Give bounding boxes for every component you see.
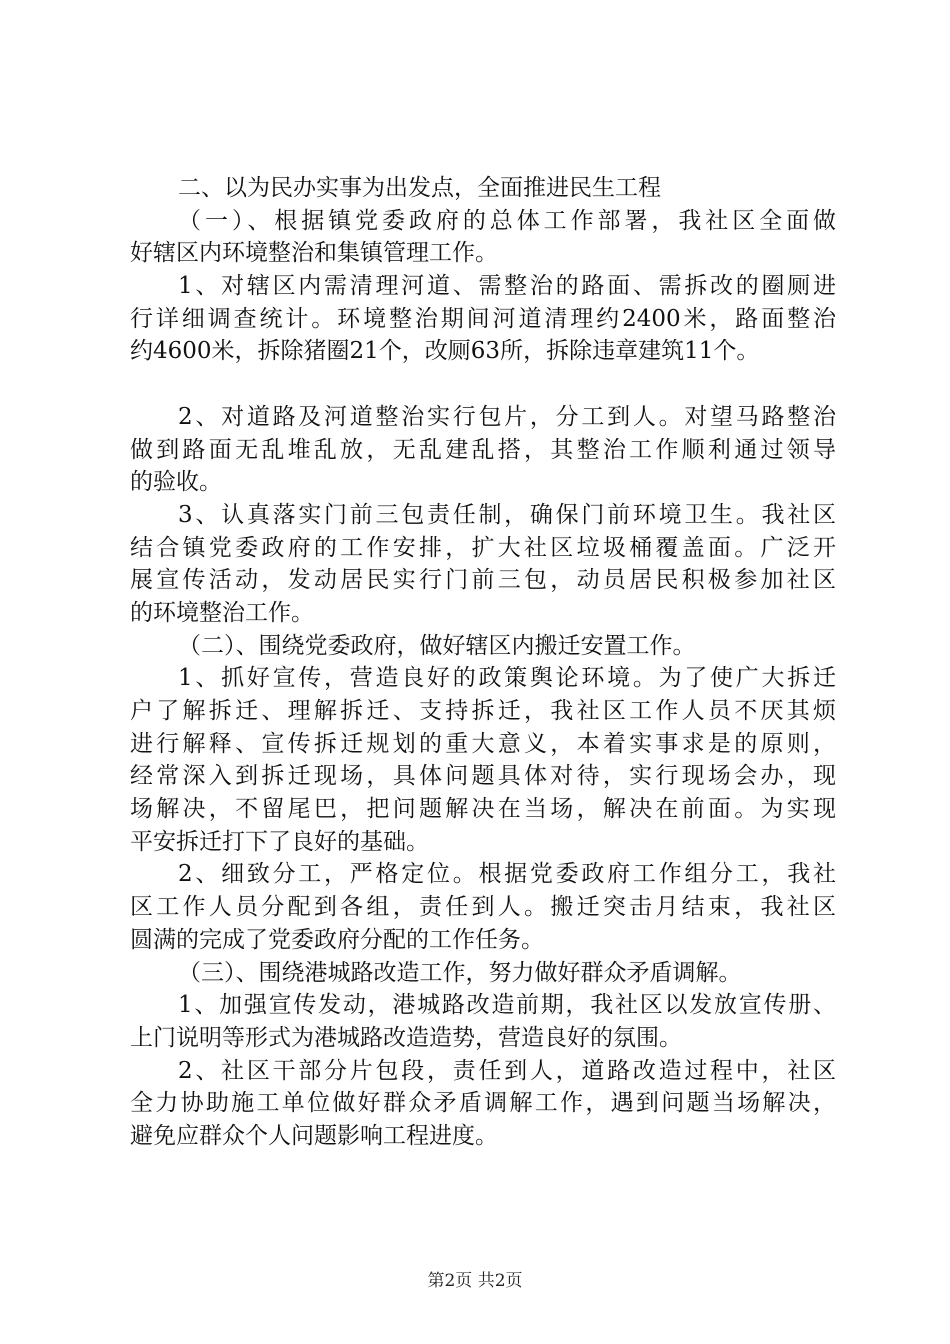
text-line: 平安拆迁打下了良好的基础。 xyxy=(130,828,429,855)
text-line: 户了解拆迁、理解拆迁、支持拆迁，我社区工作人员不厌其烦 xyxy=(130,698,836,724)
text-line: （二）、围绕党委政府，做好辖区内搬迁安置工作。 xyxy=(178,632,696,659)
text-line: 1、抓好宣传，营造良好的政策舆论环境。为了使广大拆迁 xyxy=(178,665,836,692)
text-line: 圆满的完成了党委政府分配的工作任务。 xyxy=(130,926,544,953)
text-line: 2、细致分工，严格定位。根据党委政府工作组分工，我社 xyxy=(178,861,836,888)
text-line: 3、认真落实门前三包责任制，确保门前环境卫生。我社区 xyxy=(178,501,836,528)
page-footer: 第2页 共2页 xyxy=(427,1271,523,1291)
text-line: 场解决，不留尾巴，把问题解决在当场，解决在前面。为实现 xyxy=(130,796,836,823)
text-line: 行详细调查统计。环境整治期间河道清理约2400米，路面整治 xyxy=(130,305,836,332)
document-body xyxy=(130,172,836,1153)
text-line: （三）、围绕港城路改造工作，努力做好群众矛盾调解。 xyxy=(178,959,742,986)
text-line: 全力协助施工单位做好群众矛盾调解工作，遇到问题当场解决， xyxy=(130,1090,836,1117)
text-line: 结合镇党委政府的工作安排，扩大社区垃圾桶覆盖面。广泛开 xyxy=(130,534,836,561)
text-line: 好辖区内环境整治和集镇管理工作。 xyxy=(130,240,498,267)
text-line: 展宣传活动，发动居民实行门前三包，动员居民积极参加社区 xyxy=(130,567,836,594)
text-line: 1、加强宣传发动，港城路改造前期，我社区以发放宣传册、 xyxy=(178,992,836,1019)
text-line: 的环境整治工作。 xyxy=(130,599,314,626)
text-line: （一）、根据镇党委政府的总体工作部署，我社区全面做 xyxy=(178,207,836,234)
text-line: 2、社区干部分片包段，责任到人，道路改造过程中，社区 xyxy=(178,1057,836,1084)
text-line: 2、对道路及河道整治实行包片，分工到人。对望马路整治 xyxy=(178,403,836,430)
text-line: 约4600米，拆除猪圈21个，改厕63所，拆除违章建筑11个。 xyxy=(130,338,760,365)
text-line: 1、对辖区内需清理河道、需整治的路面、需拆改的圈厕进 xyxy=(178,273,836,300)
text-line: 做到路面无乱堆乱放，无乱建乱搭，其整治工作顺利通过领导 xyxy=(130,436,836,463)
text-line: 二、以为民办实事为出发点，全面推进民生工程 xyxy=(178,175,661,201)
text-line: 进行解释、宣传拆迁规划的重大意义，本着实事求是的原则， xyxy=(130,730,836,757)
paragraph-gap xyxy=(130,368,836,401)
text-line: 上门说明等形式为港城路改造造势，营造良好的氛围。 xyxy=(130,1024,682,1051)
text-line: 的验收。 xyxy=(130,469,222,496)
text-line: 区工作人员分配到各组，责任到人。搬迁突击月结束，我社区 xyxy=(130,894,836,921)
text-line: 避免应群众个人问题影响工程进度。 xyxy=(130,1122,498,1149)
text-line: 经常深入到拆迁现场，具体问题具体对待，实行现场会办，现 xyxy=(130,763,836,790)
